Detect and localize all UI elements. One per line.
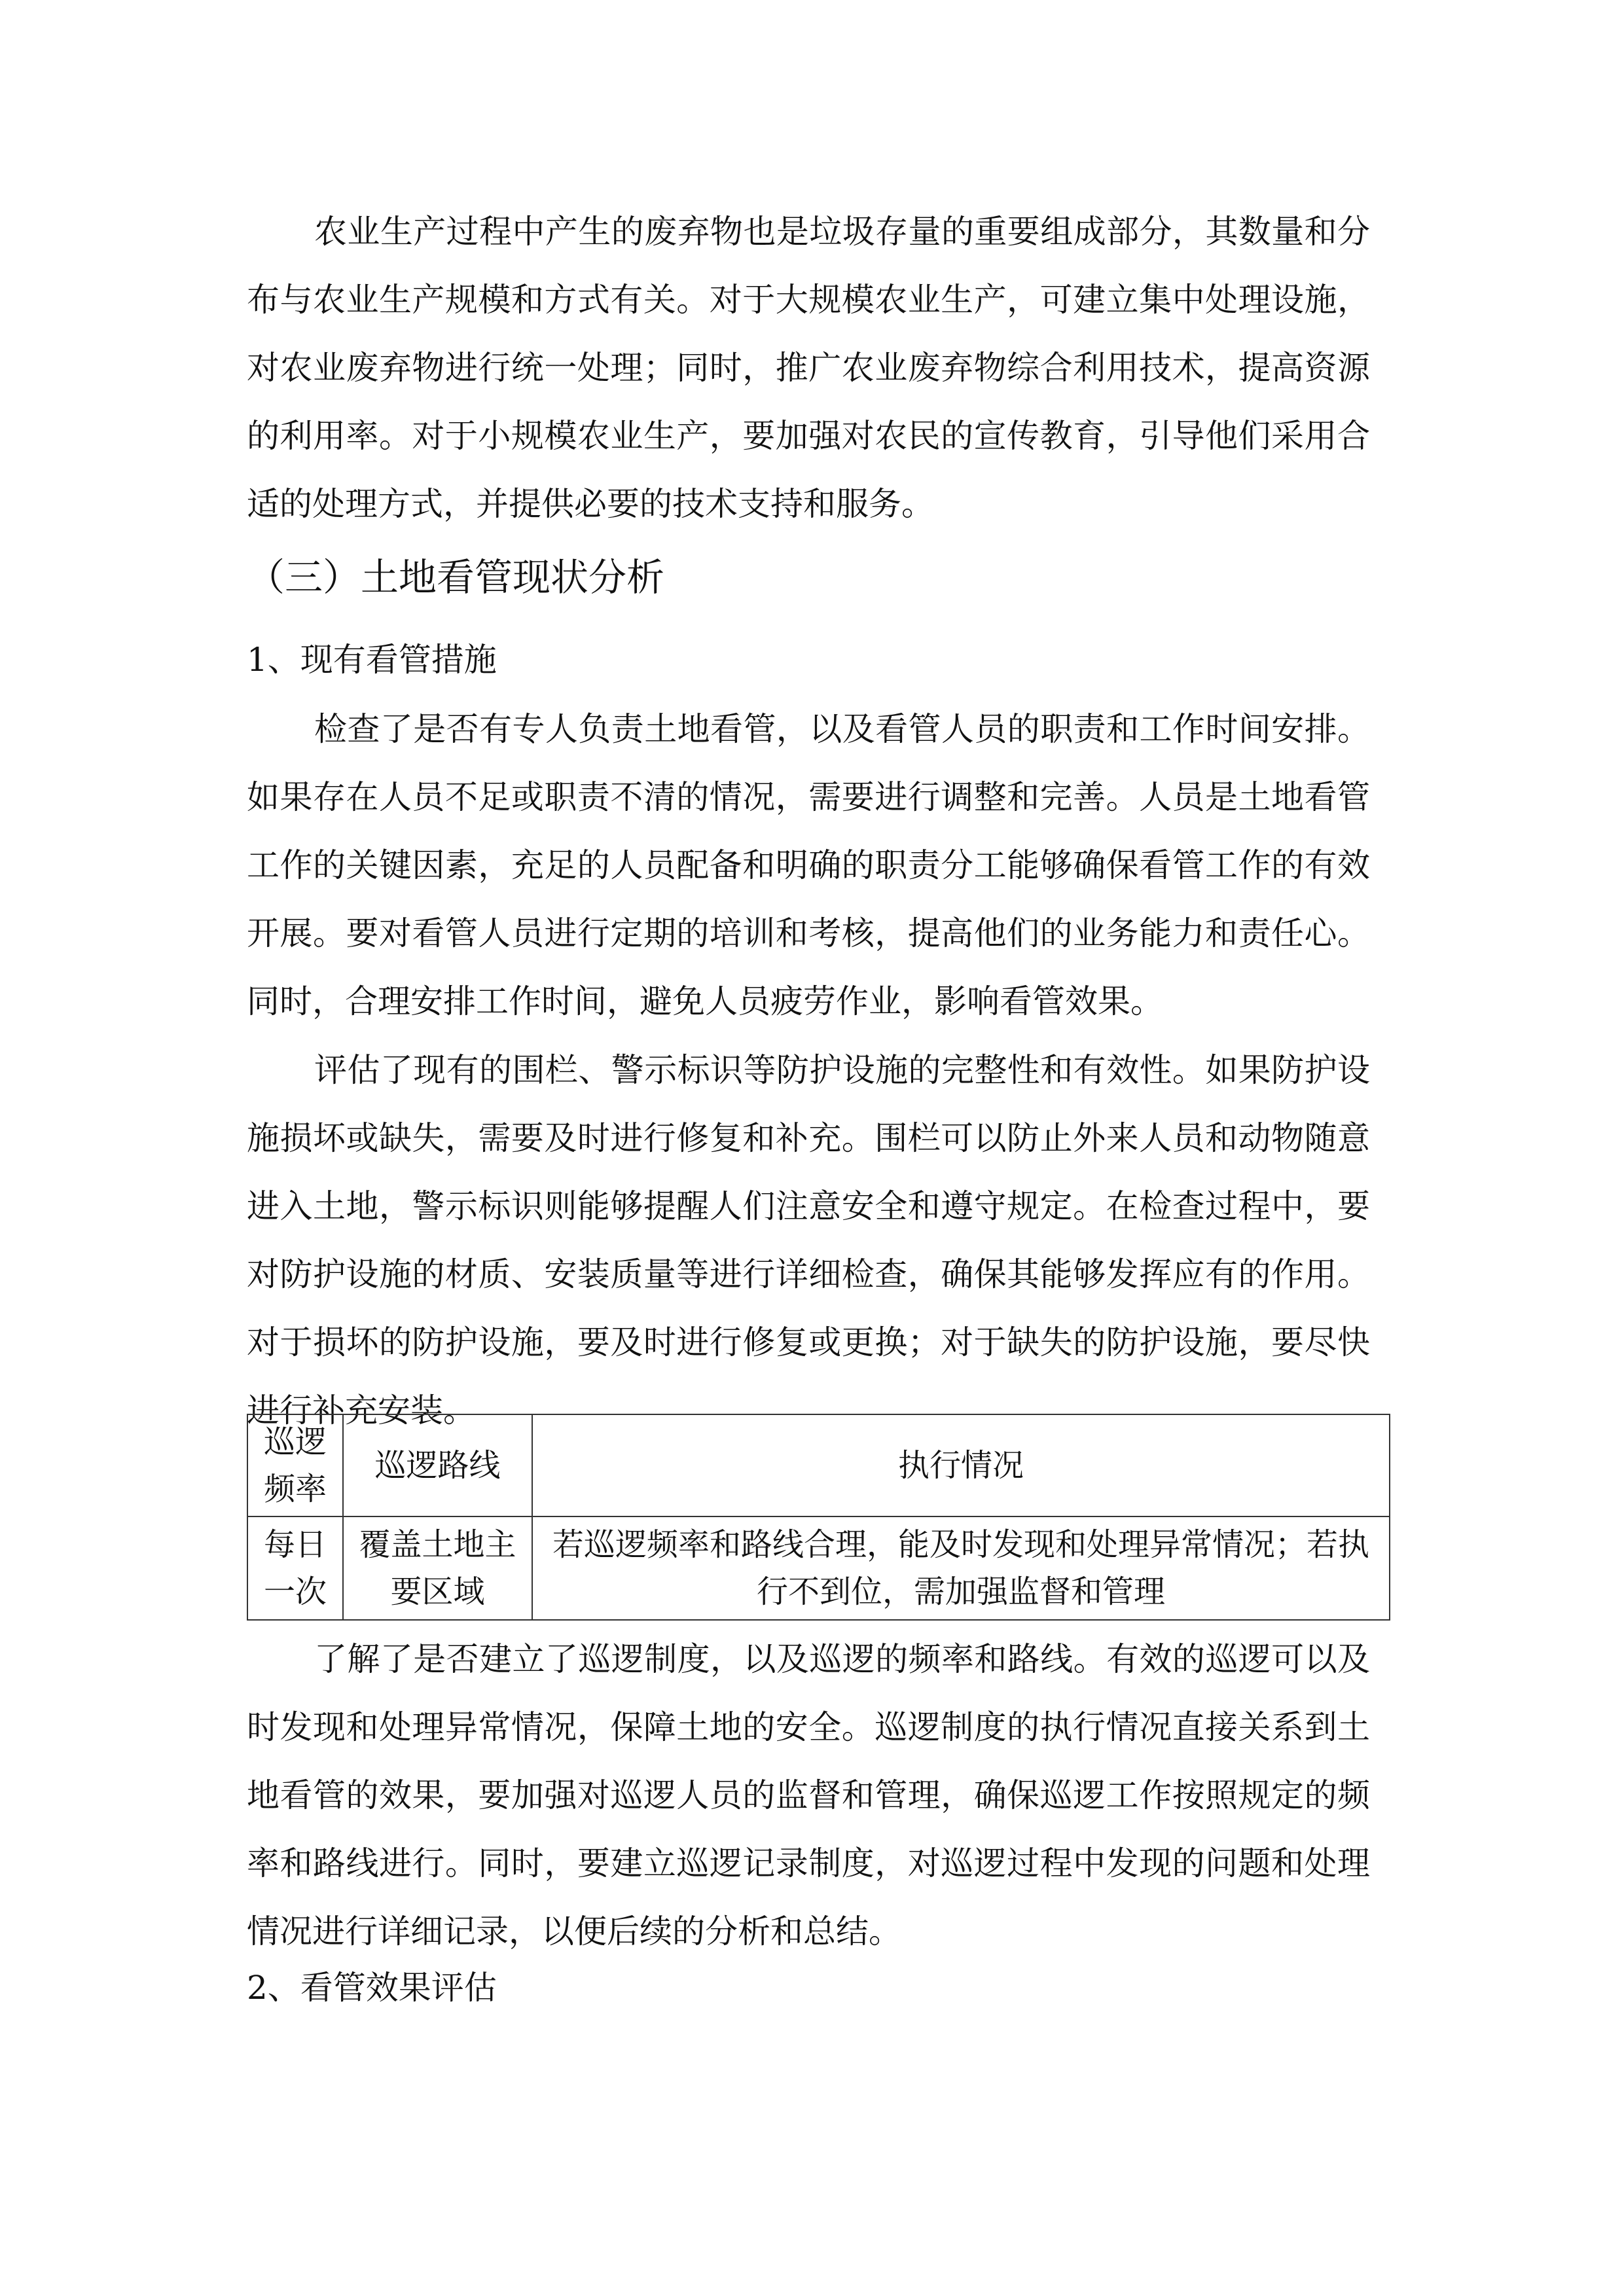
table-cell: 覆盖土地主要区域 — [343, 1516, 532, 1620]
text-line: 适的处理方式，并提供必要的技术支持和服务。 — [247, 485, 934, 523]
section-heading: （三）土地看管现状分析 — [247, 555, 665, 600]
text-line: 时发现和处理异常情况，保障土地的安全。巡逻制度的执行情况直接关系到土 — [247, 1708, 1370, 1746]
text-line: 对防护设施的材质、安装质量等进行详细检查，确保其能够发挥应有的作用。 — [247, 1255, 1370, 1293]
subheading-effect-evaluation: 2、看管效果评估 — [247, 1969, 497, 2007]
text-line: 情况进行详细记录，以便后续的分析和总结。 — [247, 1912, 901, 1950]
text-line: 率和路线进行。同时，要建立巡逻记录制度，对巡逻过程中发现的问题和处理 — [247, 1844, 1370, 1882]
paragraph-protective-facilities — [247, 1036, 1370, 1444]
patrol-table — [247, 1414, 1390, 1621]
paragraph-patrol-system — [247, 1625, 1370, 1965]
table-row — [247, 1516, 1390, 1620]
text-line: 对于损坏的防护设施，要及时进行修复或更换；对于缺失的防护设施，要尽快 — [247, 1323, 1370, 1361]
table-cell: 若巡逻频率和路线合理，能及时发现和处理异常情况；若执行不到位，需加强监督和管理 — [532, 1516, 1390, 1620]
subheading-existing-measures: 1、现有看管措施 — [247, 641, 497, 679]
text-line: 了解了是否建立了巡逻制度，以及巡逻的频率和路线。有效的巡逻可以及 — [314, 1640, 1370, 1678]
text-line: 的利用率。对于小规模农业生产，要加强对农民的宣传教育，引导他们采用合 — [247, 417, 1370, 455]
text-line: 进行补充安装。 — [247, 1391, 476, 1429]
table-header-row — [247, 1414, 1390, 1516]
table-cell: 每日一次 — [247, 1516, 343, 1620]
text-line: 对农业废弃物进行统一处理；同时，推广农业废弃物综合利用技术，提高资源 — [247, 349, 1370, 387]
text-line: 布与农业生产规模和方式有关。对于大规模农业生产，可建立集中处理设施， — [247, 281, 1370, 319]
text-line: 施损坏或缺失，需要及时进行修复和补充。围栏可以防止外来人员和动物随意 — [247, 1119, 1370, 1157]
header-cell: 执行情况 — [532, 1414, 1390, 1516]
text-line: 如果存在人员不足或职责不清的情况，需要进行调整和完善。人员是土地看管 — [247, 778, 1370, 816]
text-line: 农业生产过程中产生的废弃物也是垃圾存量的重要组成部分，其数量和分 — [314, 213, 1370, 251]
paragraph-personnel — [247, 695, 1370, 1035]
text-line: 工作的关键因素，充足的人员配备和明确的职责分工能够确保看管工作的有效 — [247, 846, 1370, 884]
text-line: 开展。要对看管人员进行定期的培训和考核，提高他们的业务能力和责任心。 — [247, 914, 1370, 952]
paragraph-agricultural-waste — [247, 198, 1370, 538]
text-line: 检查了是否有专人负责土地看管，以及看管人员的职责和工作时间安排。 — [314, 710, 1370, 748]
text-line: 评估了现有的围栏、警示标识等防护设施的完整性和有效性。如果防护设 — [314, 1051, 1370, 1089]
text-line: 同时，合理安排工作时间，避免人员疲劳作业，影响看管效果。 — [247, 982, 1163, 1020]
text-line: 地看管的效果，要加强对巡逻人员的监督和管理，确保巡逻工作按照规定的频 — [247, 1776, 1370, 1814]
header-cell: 巡逻路线 — [343, 1414, 532, 1516]
header-cell: 巡逻频率 — [247, 1414, 343, 1516]
text-line: 进入土地，警示标识则能够提醒人们注意安全和遵守规定。在检查过程中，要 — [247, 1187, 1370, 1225]
